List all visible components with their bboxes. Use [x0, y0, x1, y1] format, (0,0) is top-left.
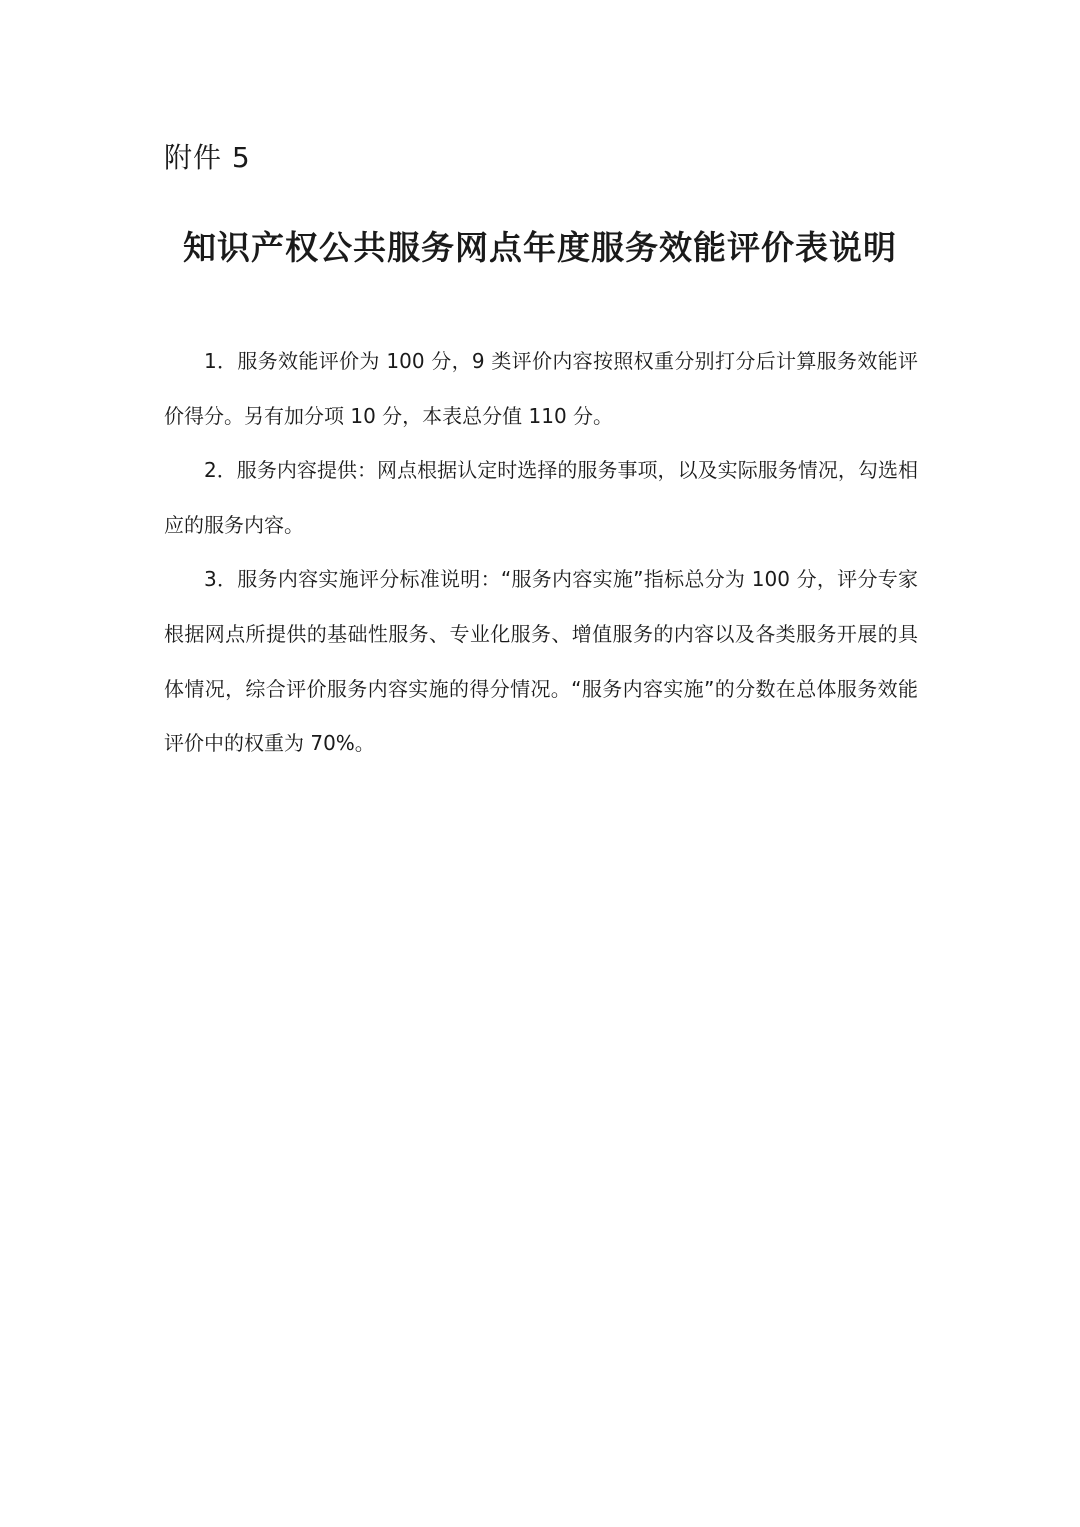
attachment-label: 附件 5	[164, 141, 251, 174]
document-body	[164, 334, 918, 771]
document-title: 知识产权公共服务网点年度服务效能评价表说明	[183, 228, 897, 267]
paragraph-2: 2．服务内容提供：网点根据认定时选择的服务事项，以及实际服务情况，勾选相应的服务内容。	[164, 458, 918, 537]
paragraph-1: 1．服务效能评价为 100 分，9 类评价内容按照权重分别打分后计算服务效能评价得分。另有加分项 10 分，本表总分值 110 分。	[164, 349, 918, 428]
paragraph-3: 3．服务内容实施评分标准说明：“服务内容实施”指标总分为 100 分，评分专家根据网点所提供的基础性服务、专业化服务、增值服务的内容以及各类服务开展的具体情况，综合评价服务内容实施的得分情况。“服务内容实施”的分数在总体服务效能评价中的权重为 70%。	[164, 567, 918, 756]
